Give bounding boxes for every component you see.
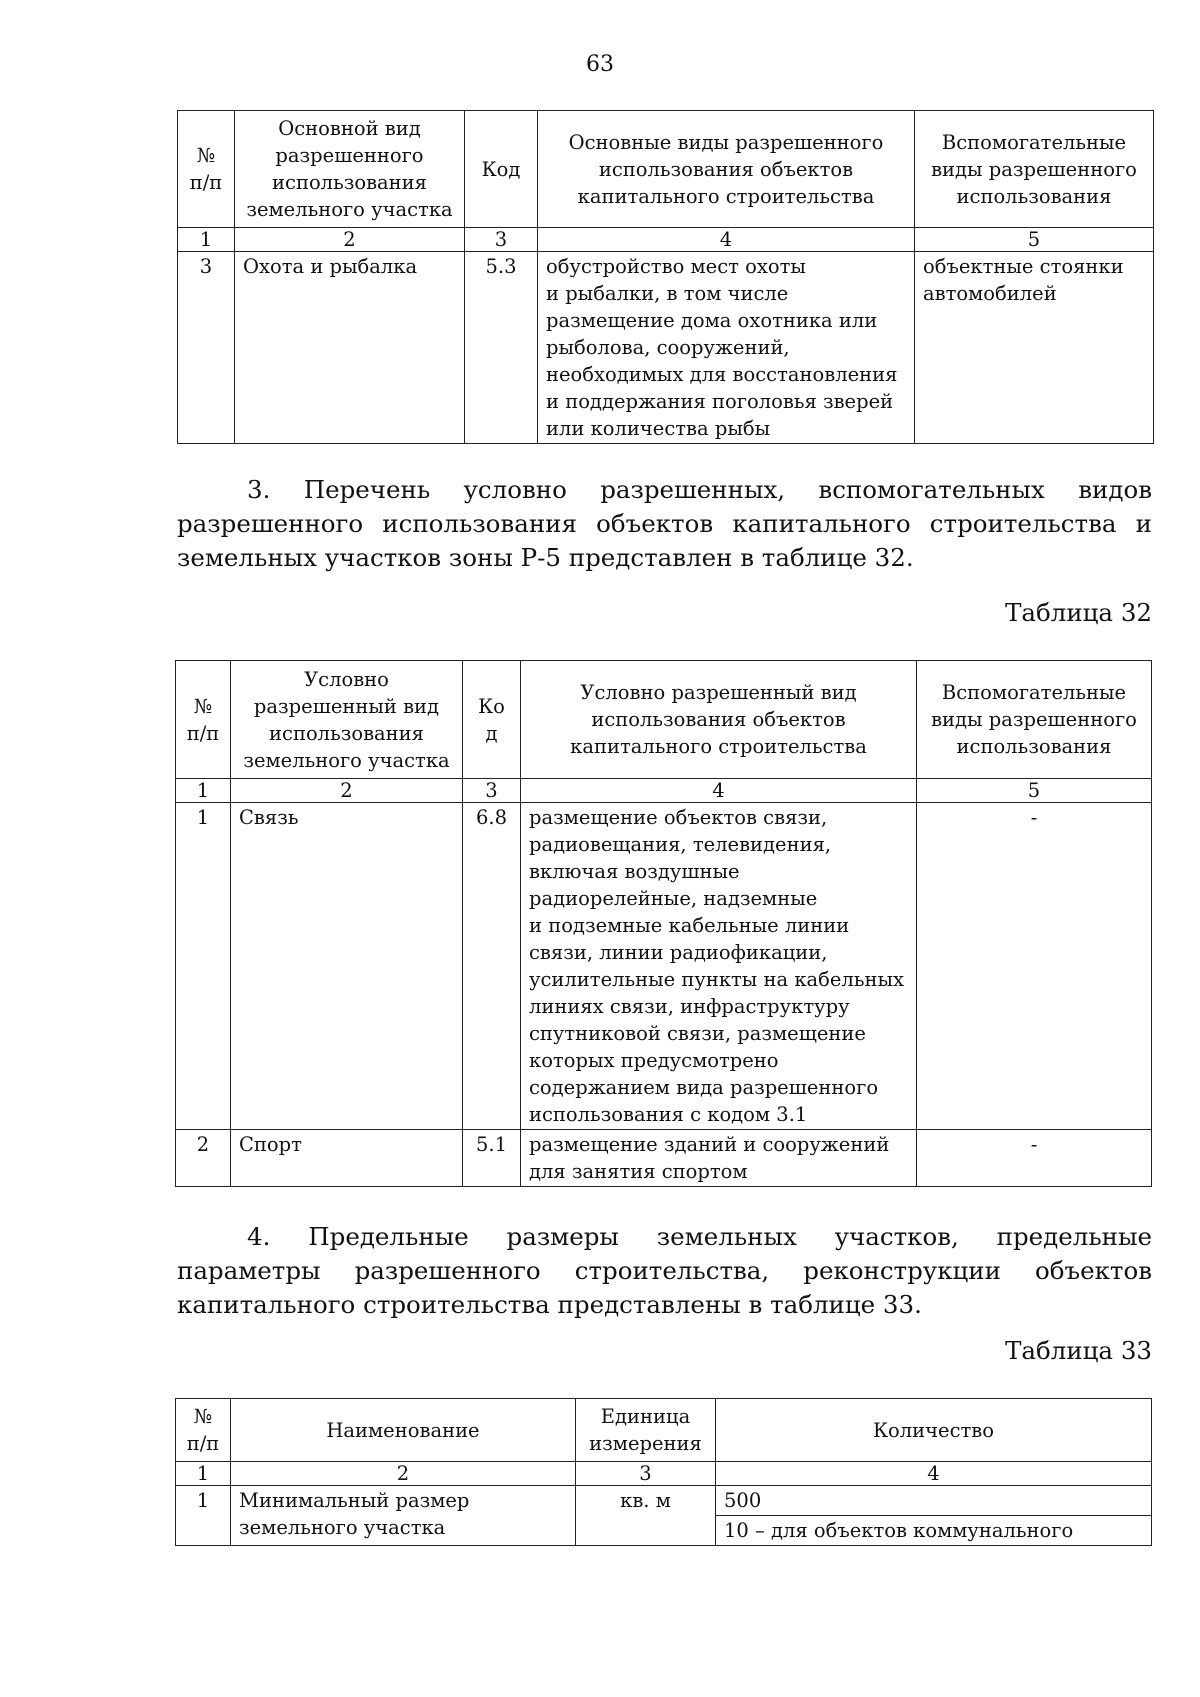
row-description: размещение объектов связи, радиовещания, телевидения, включая воздушные радиорелейные, надземные и подземные кабельные линии связи, линии радиофикации, усилительные пункты на кабельных линиях связи, инфраструктуру спутниковой связи, размещение которых предусмотрено содержанием вида разрешенного использования с кодом 3.1 (521, 803, 917, 1130)
column-number: 2 (231, 1462, 576, 1486)
row-number: 1 (176, 1486, 231, 1546)
column-number: 5 (915, 228, 1154, 252)
paragraph-4-text: Предельные размеры земельных участков, предельные параметры разрешенного строительства, реконструкции объектов капитального строительства представлены в таблице 33. (177, 1222, 1152, 1319)
header-unit: Единица измерения (576, 1399, 716, 1462)
header-main-use: Основной вид разрешенного использования земельного участка (235, 111, 465, 228)
column-number: 4 (538, 228, 915, 252)
column-number-row (176, 1462, 1152, 1486)
table-row (176, 1486, 1152, 1546)
paragraph-3 (177, 473, 1152, 575)
column-number: 1 (176, 1462, 231, 1486)
column-number: 3 (576, 1462, 716, 1486)
header-code: Ко д (463, 661, 521, 779)
row-number: 3 (178, 252, 235, 444)
paragraph-4-lead: 4. (247, 1222, 271, 1251)
row-description: размещение зданий и сооружений для занятия спортом (521, 1130, 917, 1187)
row-auxiliary: - (917, 1130, 1152, 1187)
header-capital-use: Основные виды разрешенного использования объектов капитального строительства (538, 111, 915, 228)
header-code: Код (465, 111, 538, 228)
column-number: 5 (917, 779, 1152, 803)
table-row (176, 1130, 1152, 1187)
column-number: 3 (463, 779, 521, 803)
table-31 (177, 110, 1154, 444)
quantity-value: 500 (716, 1486, 1151, 1516)
row-auxiliary: - (917, 803, 1152, 1130)
row-number: 1 (176, 803, 231, 1130)
column-number: 4 (521, 779, 917, 803)
row-description: обустройство мест охоты и рыбалки, в том числе размещение дома охотника или рыболова, сооружений, необходимых для восстановления и поддержания поголовья зверей или количества рыбы (538, 252, 915, 444)
row-code: 5.3 (465, 252, 538, 444)
column-number-row (176, 779, 1152, 803)
row-code: 5.1 (463, 1130, 521, 1187)
column-number: 3 (465, 228, 538, 252)
row-auxiliary: объектные стоянки автомобилей (915, 252, 1154, 444)
table-33-caption: Таблица 33 (1005, 1336, 1152, 1365)
table-32-caption: Таблица 32 (1005, 598, 1152, 627)
column-number-row (178, 228, 1154, 252)
row-use-name: Спорт (231, 1130, 463, 1187)
header-auxiliary-use: Вспомогательные виды разрешенного использования (917, 661, 1152, 779)
header-number: № п/п (178, 111, 235, 228)
row-name: Минимальный размер земельного участка (231, 1486, 576, 1546)
column-number: 1 (178, 228, 235, 252)
row-use-name: Связь (231, 803, 463, 1130)
header-capital-use: Условно разрешенный вид использования объектов капитального строительства (521, 661, 917, 779)
paragraph-3-text: Перечень условно разрешенных, вспомогательных видов разрешенного использования объектов капитального строительства и земельных участков зоны Р-5 представлен в таблице 32. (177, 475, 1152, 572)
header-conditional-use: Условно разрешенный вид использования земельного участка (231, 661, 463, 779)
paragraph-3-lead: 3. (247, 475, 271, 504)
header-name: Наименование (231, 1399, 576, 1462)
column-number: 1 (176, 779, 231, 803)
header-number: № п/п (176, 661, 231, 779)
column-number: 2 (231, 779, 463, 803)
table-row (176, 803, 1152, 1130)
table-33 (175, 1398, 1152, 1546)
quantity-value: 10 – для объектов коммунального (724, 1519, 1074, 1542)
column-number: 4 (716, 1462, 1152, 1486)
table-row (178, 252, 1154, 444)
paragraph-4 (177, 1220, 1152, 1322)
row-number: 2 (176, 1130, 231, 1187)
row-use-name: Охота и рыбалка (235, 252, 465, 444)
header-auxiliary-use: Вспомогательные виды разрешенного использования (915, 111, 1154, 228)
header-quantity: Количество (716, 1399, 1152, 1462)
table-header-row (176, 661, 1152, 779)
table-header-row (178, 111, 1154, 228)
row-quantity-cell (716, 1486, 1152, 1546)
table-header-row (176, 1399, 1152, 1462)
table-32 (175, 660, 1152, 1187)
row-code: 6.8 (463, 803, 521, 1130)
page-number: 63 (586, 52, 614, 77)
row-unit: кв. м (576, 1486, 716, 1546)
column-number: 2 (235, 228, 465, 252)
header-number: № п/п (176, 1399, 231, 1462)
